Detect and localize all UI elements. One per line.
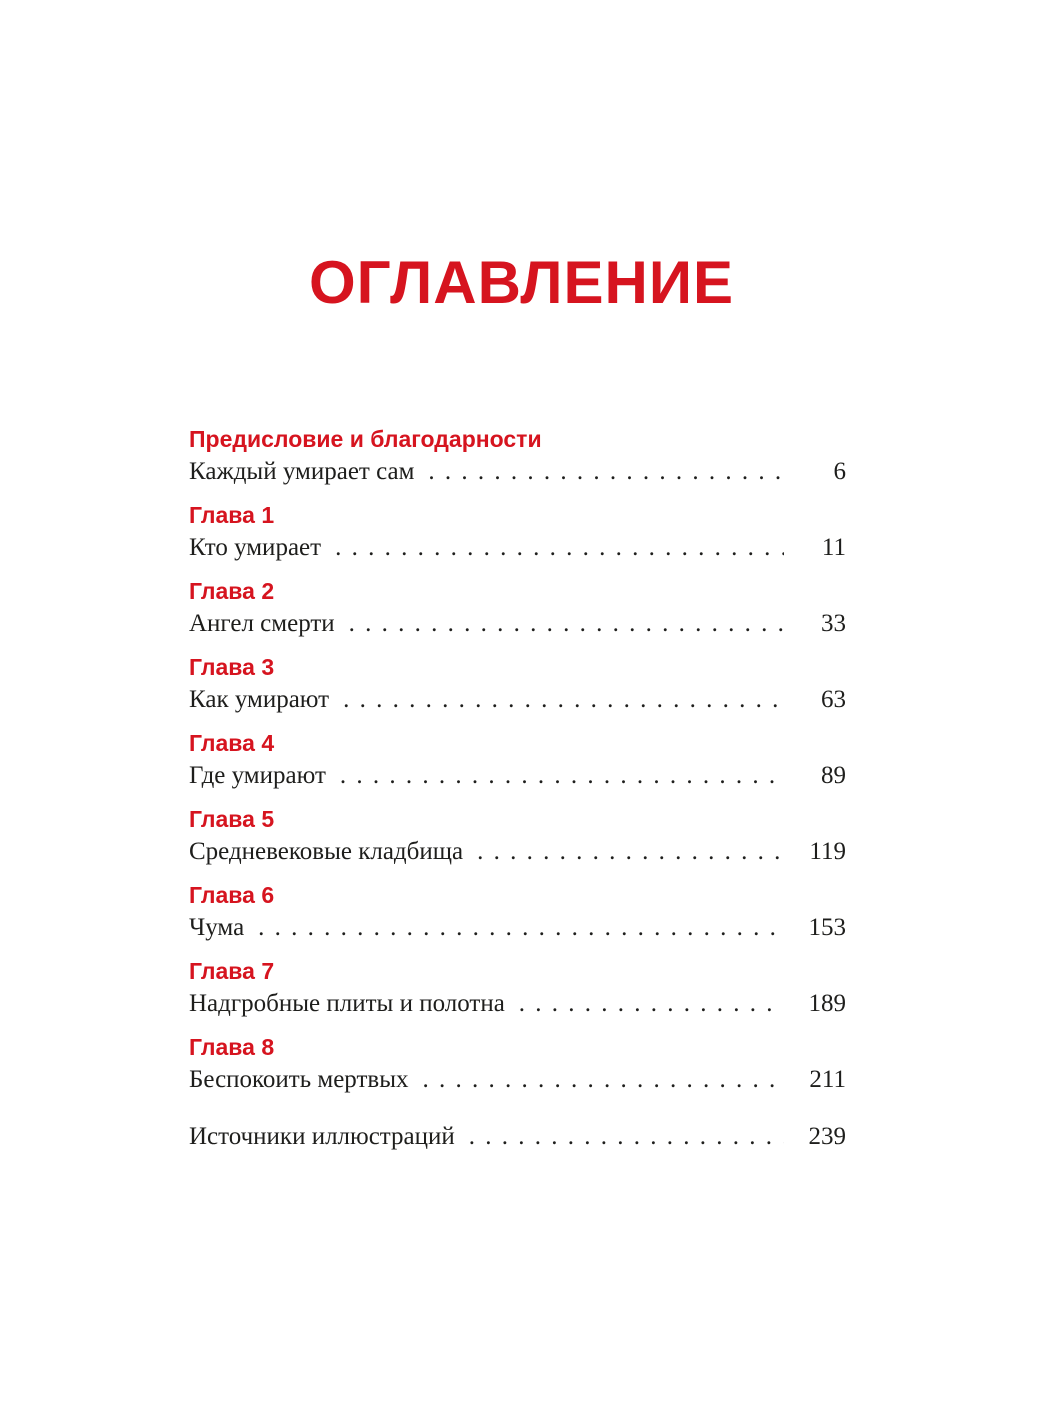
toc-row [189, 913, 846, 943]
chapter-heading: Предисловие и благодарности [189, 426, 542, 452]
chapter-title: Средневековые кладбища [189, 838, 464, 865]
dot-leader [428, 457, 784, 487]
toc-entry [189, 501, 846, 563]
chapter-title: Кто умирает [189, 534, 322, 561]
page-number: 119 [809, 838, 846, 865]
chapter-title: Чума [189, 914, 245, 941]
chapter-title: Беспокоить мертвых [189, 1066, 409, 1093]
chapter-title: Ангел смерти [189, 610, 335, 637]
toc-entry [189, 805, 846, 867]
chapter-title: Как умирают [189, 686, 330, 713]
dot-leader [519, 989, 784, 1019]
page-number: 211 [809, 1066, 846, 1093]
chapter-title: Надгробные плиты и полотна [189, 990, 505, 1017]
dot-leader [469, 1122, 784, 1152]
toc-entry [189, 1033, 846, 1095]
toc-row [189, 1122, 846, 1152]
toc-row [189, 1065, 846, 1095]
page-number: 33 [821, 610, 846, 637]
toc-row [189, 533, 846, 563]
toc-row [189, 837, 846, 867]
dot-leader [477, 837, 784, 867]
chapter-heading: Глава 4 [189, 730, 275, 756]
toc-row [189, 989, 846, 1019]
toc-row [189, 609, 846, 639]
dot-leader [258, 913, 784, 943]
chapter-title: Каждый умирает сам [189, 458, 415, 485]
page-number: 239 [808, 1123, 846, 1150]
page-number: 11 [821, 534, 846, 561]
chapter-heading: Глава 6 [189, 882, 275, 908]
page-number: 63 [821, 686, 846, 713]
dot-leader [343, 685, 784, 715]
toc-entry [189, 729, 846, 791]
page-number: 89 [821, 762, 846, 789]
page-number: 153 [808, 914, 846, 941]
toc-row [189, 457, 846, 487]
dot-leader [335, 533, 784, 563]
page-number: 6 [833, 458, 846, 485]
chapter-heading: Глава 8 [189, 1034, 275, 1060]
toc-entry [189, 653, 846, 715]
toc-row [189, 685, 846, 715]
toc-entry [189, 577, 846, 639]
toc-list [189, 425, 846, 1152]
page-number: 189 [808, 990, 846, 1017]
chapter-title: Где умирают [189, 762, 326, 789]
page-title: ОГЛАВЛЕНИЕ [308, 249, 735, 316]
chapter-heading: Глава 3 [189, 654, 275, 680]
dot-leader [349, 609, 784, 639]
chapter-heading: Глава 1 [189, 502, 275, 528]
chapter-heading: Глава 5 [189, 806, 275, 832]
chapter-title: Источники иллюстраций [189, 1123, 455, 1150]
toc-row [189, 761, 846, 791]
toc-entry [189, 1122, 846, 1152]
toc-entry [189, 881, 846, 943]
chapter-heading: Глава 7 [189, 958, 275, 984]
chapter-heading: Глава 2 [189, 578, 275, 604]
toc-entry [189, 957, 846, 1019]
dot-leader [340, 761, 784, 791]
toc-entry [189, 425, 846, 487]
dot-leader [423, 1065, 785, 1095]
